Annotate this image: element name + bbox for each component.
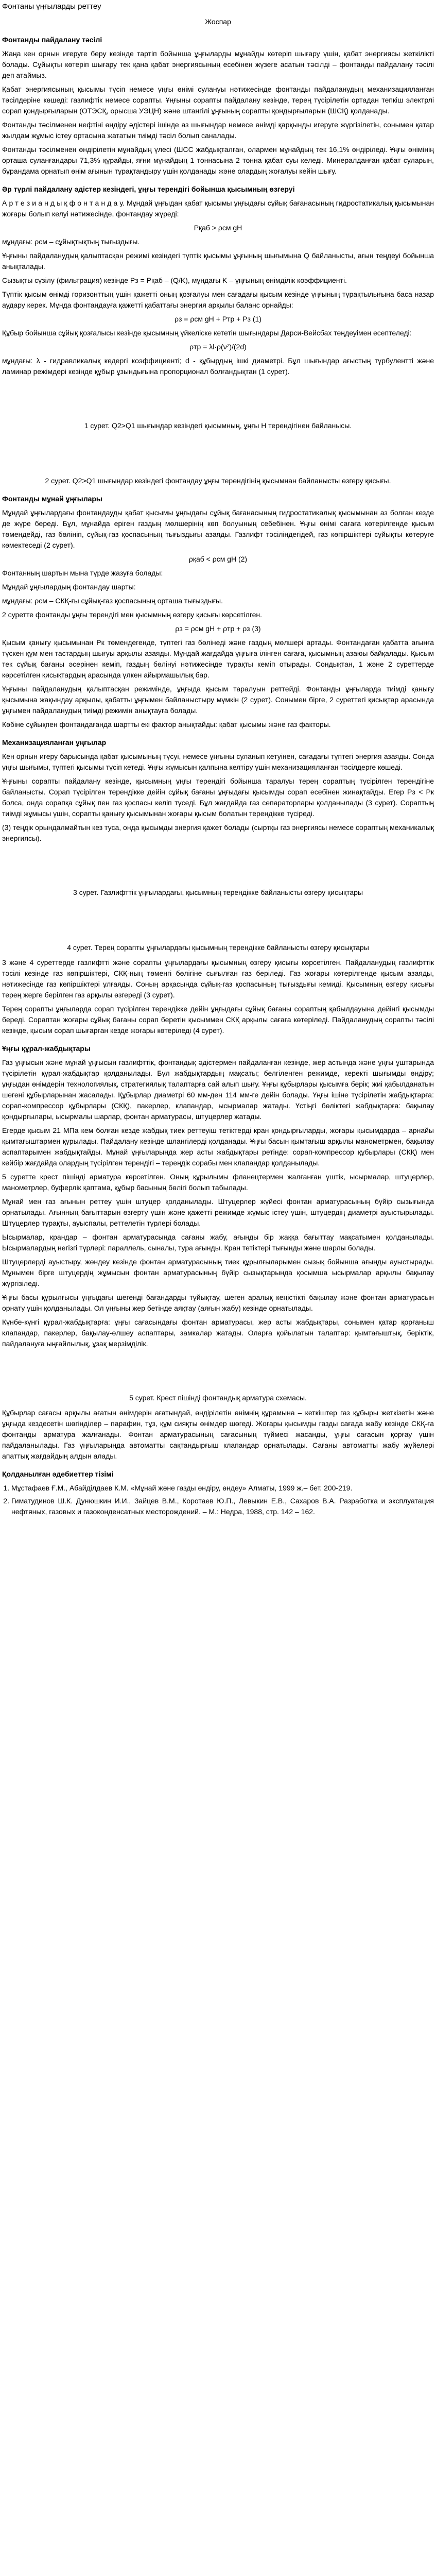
formula: ρз = ρсм gH + Ртр + Рз (1) <box>175 315 261 323</box>
formula: ρтр = λl·ρ(ν²)/(2d) <box>189 343 247 351</box>
figure-placeholder <box>2 380 434 416</box>
paragraph: Қабат энергиясының қысымы түсіп немесе ұңғы өнімі сулануы нәтижесінде фонтанды пайдаланудың механизацияланған тәсілдеріне көшеді: газлифтік немесе сорапты. Ұңғыны сорапты пайдалану кезінде, терең түсірілетін ортадан тепкіш электрлі сорап қондырғыларын (ОТЭСҚ, орысша УЭЦН) және штангілі ұңғының сорапты қондырғыларын (ШСҚ) қолданады. <box>2 85 434 115</box>
section <box>2 1469 434 1517</box>
formula: Рқаб > ρсм gH <box>194 224 242 232</box>
figure-caption: 3 сурет. Газлифттік ұңғылардағы, қысымның терендікке байланысты өзгеру қисықтары <box>73 888 363 896</box>
section-heading: Фонтанды мұнай ұңғылары <box>2 495 102 503</box>
figure-caption: 5 сурет. Крест пішінді фонтандық арматура схемасы. <box>129 1394 307 1402</box>
paragraph: Ұңғыны сорапты пайдалану кезінде, қысымның ұңғы терендігі бойынша таралуы терең сораптың түсірілген терендігіне байланысты. Сорап түсірілген терендікке дейін сұйық бағаны ұңғыдағы қысымды сорап есебінен жинақтайды. Егер Рз < Рк болса, онда сорапқа сұйық пен газ қоспасы келіп түседі. Бұл жағдайда газ сепараторлары қолданылады (3 сурет). Сораптың тиімді жұмысы үшін, сорапты қанығу қысымынан жоғары қысым болатын терендікке түсіреді. <box>2 777 434 818</box>
figure-placeholder <box>2 847 434 883</box>
paragraph: Газ ұңғысын және мұнай ұңғысын газлифттік, фонтандық әдістермен пайдаланған кезінде, жер астында және ұңғы ұштарында түсірілетін құрал-жабдықтар қолданылады. Бұл жабдықтардың мақсаты; белгіленген режимде, керекті шығымды өндіру; ұңғыдан өнімдерін технологиялық, стратегиялық талаптарға сай алып шығу. Ұңғы құбырлары қысымға берік; жиі қабылданатын шегені құбырларынан жасалады. Құбырлар диаметрі 60 мм-ден 114 мм-ге дейін болады. Ұңғы ішіне түсірілетін жабдықтарға: сорап-компрессор құбырлары (СКҚ), пакерлер, клапандар, ысырмалар жатады. Үстіңгі бөліктегі жабдықтарға: бақылау қондырғылары, ысырмалы шарлар, фонтан арматурасы, штуцерлер жатады. <box>2 1058 434 1121</box>
document-body <box>0 16 436 1517</box>
paragraph: Күнбе-күнгі құрал-жабдықтарға: ұңғы сағасындағы фонтан арматурасы, жер асты жабдықтары, сонымен қатар қорғаныш клапандар, пакерлер, бақылау-өлшеу аспаптары, замкалар жатады. Оларға қойылатын талаптар: қымтағыштық, беріктік, пайдалануға ыңғайлылық, ұзақ мерзімділік. <box>2 1318 434 1348</box>
document-title: Фонтаны ұңғыларды реттеу <box>2 2 101 11</box>
paragraph: Мұнай мен газ ағынын реттеу үшін штуцер қолданылады. Штуцерлер жүйесі фонтан арматурасының бүйір сызығында орнатылады. Ағынның бағыттарын өзгерту үшін және қажетті режимде жұмыс істеу үшін, штуцердің диаметрі ауыстырылады. Штуцерлер тұрақты, ауыспалы, реттелетін түрлері болады. <box>2 1197 434 1227</box>
paragraph: 5 суретте крест пішінді арматура көрсетілген. Оның құрылымы фланецтермен жалғанған үштік, ысырмалар, штуцерлер, манометрлер, буферлік қаптама, құбыр басының бөлігі болып табылады. <box>2 1173 434 1192</box>
section-heading: Фонтанды пайдалану тәсілі <box>2 36 102 44</box>
figure-placeholder <box>2 902 434 938</box>
paragraph: (3) теңдік орындалмайтын кез туса, онда қысымды энергия қажет болады (сыртқы газ энергиясы немесе сораптың механикалық энергиясы). <box>2 823 434 842</box>
section-heading: Әр түрлі пайдалану әдістер кезіндегі, ұңғы терендігі бойынша қысымның өзгеруі <box>2 185 295 193</box>
paragraph: Егерде қысым 21 МПа кем болған кезде жабдық тиек реттеуіш тетіктерді кран қондырғыларды, жоғары қысымдарда – арнайы қымтағыштармен құрылады. Пайдалану кезінде шлангілерді қолданады. Ұңғы басын қымтағыш арқылы манометрмен, бақылау аспаптарымен жабдықтайды. Мұнай ұңғыларында жер асты жабдықтары ретінде: сорап-компрессор құбырлары (СКҚ) мен кейбір жағдайда олардың түсірілген терендігі – тереңдік сорабы мен клапандар қолданылады. <box>2 1126 434 1167</box>
figure-placeholder <box>2 1352 434 1388</box>
paragraph: Жаңа кен орнын игеруге беру кезінде тартіп бойынша ұңғыларды мұнайды көтеріп шығару үшін, қабат энергиясы жеткілікті болады. Сұйықты көтеріп шығару тек қана қабат энергиясының есебінен жүзеге асатын тәсілді – фонтанды пайдалану тәсілі деп атаймыз. <box>2 49 434 79</box>
paragraph: А р т е з и а н д ы қ ф о н т а н д а у. Мұндай ұңғыдан қабат қысымы ұңғыдағы сұйық бағанасының гидростатикалық қысымынан жоғары болып келуі нәтижесінде, фонтандау жүреді: <box>2 199 434 218</box>
paragraph: Фонтанды тәсілменен өндірілетін мұнайдың үлесі (ШСС жабдықталған, олармен мұнайдың тек 16,1% өндіріледі. Ұңғы өнімінің орташа суланғандары 71,3% құрайды, яғни мұнайдың 1 тоннасына 2 тонна қабат суы келеді. Минералданған қабат суларын, бұрандама орнатып өнім ағынын тұрақтандыру үшін қолданады және олардың жоғалуы кейін шығу. <box>2 145 434 175</box>
section <box>2 902 434 1036</box>
paragraph: Түптік қысым өнімді горизонттың үшін қажетті оның қозғалуы мен сағадағы қысым кезінде ұңғының тұрақтылығына баса назар аудару керек. Мұнда фонтандауға қажетті қабаттағы энергия арқылы баланс орнайды: <box>2 290 434 309</box>
paragraph: Фонтанды тәсілменен нефтіні өндіру әдістері ішінде аз шығындар немесе өнімді қарқынды игеруге жүргізілетін, сонымен қатар жылдам жұмыс істеу ортасына жататын тиімді тәсіл болып саналады. <box>2 121 434 140</box>
figure-caption: 4 сурет. Терең сорапты ұңғылардағы қысымның терендікке байланысты өзгеру қисықтары <box>67 943 369 952</box>
sections-container <box>2 35 434 1517</box>
paragraph: Штуцерлерді ауыстыру, жөндеу кезінде фонтан арматурасының тиек құрылғыларымен сызық бойынша ағынды ауыстырады. Мұнымен бірге штуцердің жұмысын фонтан арматурасының бүйір сызықтарында қосымша ысырмалар арқылы бақылау жүргізіледі. <box>2 1258 434 1287</box>
paragraph: Құбырлар сағасы арқылы ағатын өнімдерін ағатындай, өндірілетін өнімнің құрамына – кеткіштер газ құбыры жеткізетін және ұңғыда кездесетін шөгінділер – парафин, тұз, құм сияқты өнімдер шөгеді. Жоғары қысымды газды сағада жабу кезінде СКҚ-ға фонтанды арматура жалғанады. Фонтан арматурасының сағасының түймесі жасанды, ұңғы сағасын қорғау үшін пайдаланылады. Газ ұңғыларында автоматты сақтандырғыш клапандар орнатылады. Сағаны автоматты жабу жүйелері апаттық жағдайдың алдын алады. <box>2 1409 434 1460</box>
figure-caption: 1 сурет. Q2>Q1 шығындар кезіндегі қысымның, ұңғы Н терендігінен байланысы. <box>84 421 352 430</box>
paragraph: Мұндай ұңғылардың фонтандау шарты: <box>2 583 136 591</box>
paragraph: мұндағы: ρсм – СКҚ-ғы сұйық-газ қоспасының орташа тығыздығы. <box>2 597 223 605</box>
paragraph: 3 және 4 суреттерде газлифтті және сорапты ұңғылардағы қысымның өзгеру қисығы көрсетілген. Пайдаланудың газлифттік тәсілі кезінде газ көпіршіктері, СКҚ-ның төменгі бөлігіне сығылған газ беріледі. Газ жоғары көтерілгенде қысым азаяды, нәтижесінде газ көпіршіктері ұлғаяды. Соның арқасында сұйық-газ қоспасының тығыздығы кемиді. Қысымның өзгеру қисығы терең жерге берілген газ арқылы өзгереді (3 сурет). <box>2 958 434 999</box>
reference-item: 2. Гиматудинов Ш.К. Дунюшкин И.И., Зайцев В.М., Коротаев Ю.П., Левыкин Е.В., Сахаров В.А. Разработка и эксплуатация нефтяных, газовых и газоконденсатных месторождений. – М.: Недра, 1988, стр. 142 – 162. <box>11 1496 434 1517</box>
section-heading: Механизацияланған ұңғылар <box>2 738 107 747</box>
paragraph: Кен орнын игеру барысында қабат қысымының түсуі, немесе ұңғыны суланып кетуінен, сағадағы түптегі энергия азаяды. Сонда ұңғы шығымы, түптегі қысымы түсіп кетеді. Ұңғы жұмысын қалпына келтіру үшін механизацияланған тәсілдерге көшеді. <box>2 752 434 771</box>
paragraph: мұндағы: λ - гидравликалық кедергі коэффициенті; d - құбырдың ішкі диаметрі. Бұл шығындар ағыстың түрбулентті және ламинар режімдері кезінде құбыр ұзындығына пропорционал болғандықтан (1 сурет). <box>2 357 434 376</box>
paragraph: Көбіне сұйықпен фонтандағанда шартты екі фактор анықтайды: қабат қысымы және газ факторы. <box>2 720 331 728</box>
paragraph: 2 суретте фонтанды ұңғы терендігі мен қысымның өзгеру қисығы көрсетілген. <box>2 611 263 619</box>
figure-placeholder <box>2 435 434 471</box>
section <box>2 1043 434 1349</box>
references-list <box>2 1483 434 1517</box>
plan-label: Жоспар <box>205 18 231 26</box>
paragraph: Ұңғы басы құрылғысы ұңғыдағы шегенді бағандарды тұйықтау, шеген аралық кеңістікті бақылау және фонтан арматурасын орнату үшін қолданылады. Ол ұңғыны жер бетінде аяқтау (аяғын жабу) кезінде орнатылады. <box>2 1293 434 1312</box>
section <box>2 737 434 898</box>
formula: ρз = ρсм gH + ρтр + ρз (3) <box>175 624 261 633</box>
paragraph: Сызықты сүзілу (фильтрация) кезінде Рз = Рқаб – (Q/K), мұндағы K – ұңғының өнімділік коэффициенті. <box>2 276 347 284</box>
paragraph: Фонтанның шартын мына түрде жазуға болады: <box>2 569 163 577</box>
section-heading: Қолданылған әдебиеттер тізімі <box>2 1470 114 1478</box>
paragraph: мұндағы: ρсм – сұйықтықтың тығыздығы. <box>2 238 140 246</box>
section <box>2 35 434 177</box>
paragraph: Қысым қанығу қысымынан Рк төмендегенде, түптегі газ бөлінеді және газдың мөлшері артады. Фонтандаған қабатта ағынға түскен құм мен тастардың шығуы арқылы азаяды. Мұндай жағдайда ұңғыға ілінген сағаға, қысымның азаюы байқалады. Қысым тек сұйық бағаны әсерінен кеміп, газдың бөлінуі нәтижесінде тұрақты кеміп отырады. Сондықтан, 1 және 2 суреттерде көрсетілген қисықтардың арасында үлкен айырмашылық бар. <box>2 638 434 679</box>
section-heading: Ұңғы құрал-жабдықтары <box>2 1044 91 1053</box>
reference-item: 1. Мұстафаев Ғ.М., Абайділдаев К.М. «Мұнай және газды өндіру, өндеу» Алматы, 1999 ж.– бет. 200-219. <box>11 1483 434 1494</box>
paragraph: Ұңғыны пайдаланудың қалыптасқан режимі кезіндегі түптік қысымы ұңғының шығымына Q байланысты, ағын теңдеуі бойынша анықталады. <box>2 251 434 270</box>
figure-caption: 2 сурет. Q2>Q1 шығындар кезіндегі фонтандау ұңғы терендігінің қысымнан байланысты өзгеру қисығы. <box>45 477 391 485</box>
paragraph: Құбыр бойынша сұйық қозғалысы кезінде қысымның үйкеліске кететін шығындары Дарси-Вейсбах теңдеуімен есептеледі: <box>2 329 412 337</box>
formula: ρқаб < ρсм gH (2) <box>188 555 248 563</box>
paragraph: Ысырмалар, крандар – фонтан арматурасында сағаны жабу, ағынды бір жаққа бағыттау мақсатымен қолданылады. Ысырмалардың негізгі түрлері: параллель, сыналы, тура ағынды. Кран тетіктері тығынды және шарлы болады. <box>2 1233 434 1252</box>
paragraph: Терең сорапты ұңғыларда сорап түсірілген терендікке дейін ұңғыдағы сұйық бағаны сораптың қабылдауына дейінгі қысымды береді. Сораптан жоғары сұйық бағаны сорап беретін қысыммен СКҚ арқылы сағаға көтеріледі. Пайдаланудың сорапты тәсілі кезінде, қысым сорап шығарған кезде жоғары көтеріледі (4 сурет). <box>2 1005 434 1035</box>
paragraph: Мұндай ұңғылардағы фонтандауды қабат қысымы ұңғыдағы сұйық бағанасының гидростатикалық қысымынан аз болған кезде де жүре береді. Бұл, мұнайда еріген газдың мөлшерінің көп болуының себебінен. Ұңғы өнімі сағаға көтерілгенде қысым төмендейді, газ бөлініп, сұйық-газ қоспасының тығыздығы азаяды. Газлифт тәсіліндегідей, газ көпіршіктері сұйықты көтеруге көмектеседі (2 сурет). <box>2 509 434 549</box>
section <box>2 435 434 730</box>
section <box>2 1352 434 1462</box>
paragraph: Ұңғыны пайдаланудың қалыптасқан режимінде, ұңғыда қысым таралуын реттейді. Фонтанды ұңғыларда тиімді қанығу қысымына жақындау арқылы, қабатты ұңғымен байланыстыру мүмкін (2 сурет). Сонымен бірге, 2 суреттегі қисықтар арасында ұңғымен пайдаланудың тиімді режимін анықтауға болады. <box>2 685 434 715</box>
section <box>2 184 434 431</box>
